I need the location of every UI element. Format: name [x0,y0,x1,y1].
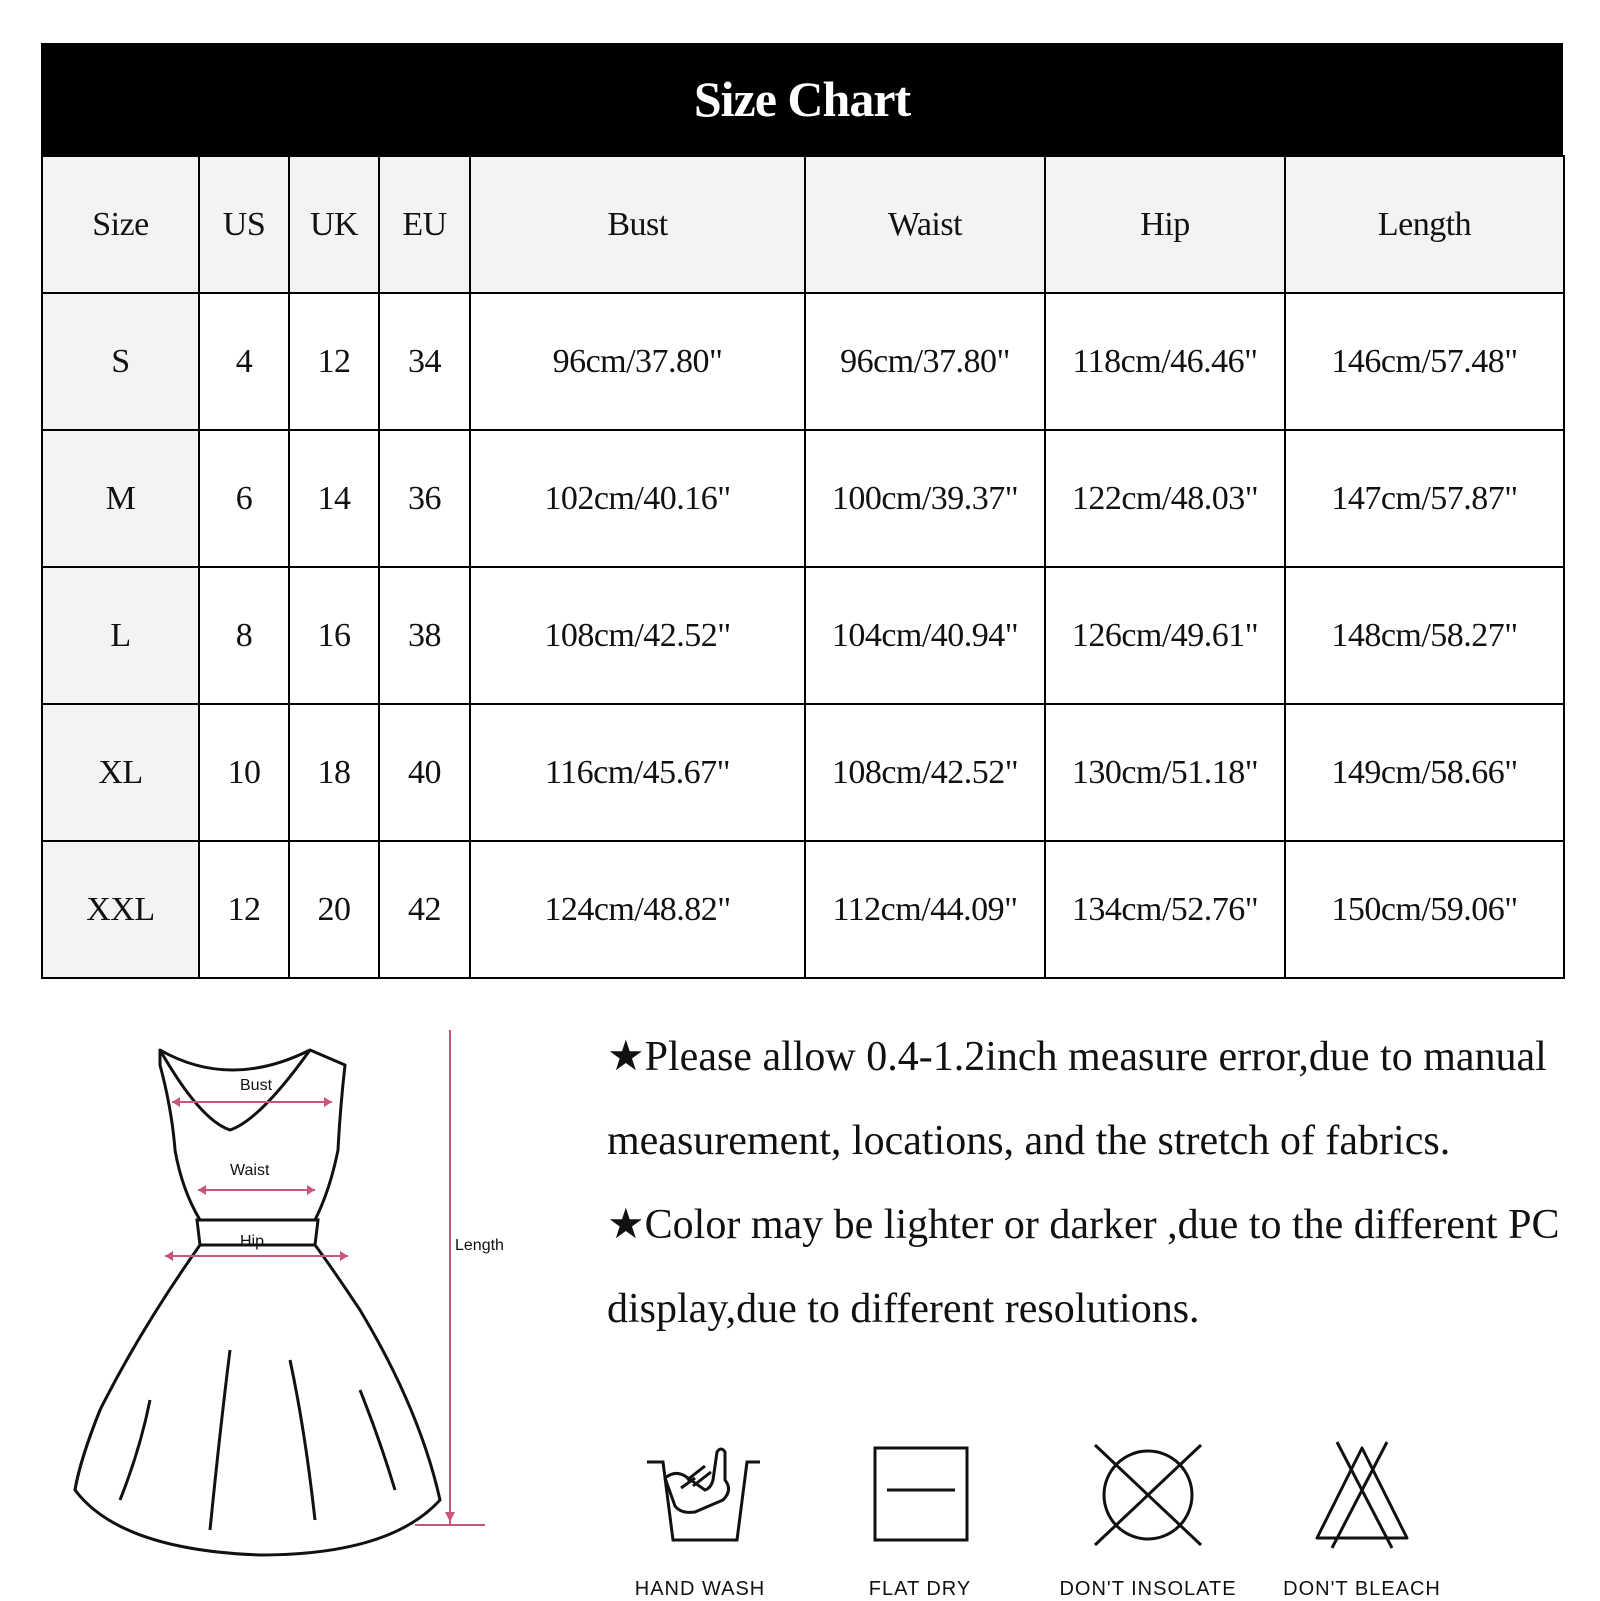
care-item-dont-bleach [1262,1440,1462,1600]
column-header: US [199,156,289,293]
length-cell: 150cm/59.06" [1285,841,1564,978]
eu-cell: 40 [379,704,470,841]
flat-dry-icon [855,1440,985,1550]
hip-label: Hip [240,1233,265,1250]
column-header: Size [42,156,199,293]
care-item-flat-dry [820,1440,1020,1600]
care-instructions [600,1440,1560,1600]
dont-insolate-icon [1083,1440,1213,1550]
dont-bleach-label: DON'T BLEACH [1283,1578,1441,1600]
waist-cell: 104cm/40.94" [805,567,1045,704]
chart-title: Size Chart [41,43,1563,155]
us-cell: 10 [199,704,289,841]
size-table [41,155,1565,979]
column-header: Bust [470,156,805,293]
table-row [42,293,1564,430]
hand-wash-icon [635,1440,765,1550]
size-chart [41,43,1563,979]
hip-cell: 130cm/51.18" [1045,704,1285,841]
waist-label: Waist [230,1162,270,1179]
care-item-hand-wash [600,1440,800,1600]
hip-cell: 118cm/46.46" [1045,293,1285,430]
eu-cell: 36 [379,430,470,567]
column-header: Length [1285,156,1564,293]
bust-cell: 102cm/40.16" [470,430,805,567]
dress-diagram [60,1030,530,1590]
length-label: Length [455,1237,504,1254]
size-cell: L [42,567,199,704]
bust-cell: 116cm/45.67" [470,704,805,841]
hip-cell: 134cm/52.76" [1045,841,1285,978]
column-header: UK [289,156,379,293]
table-row [42,704,1564,841]
care-item-dont-insolate [1048,1440,1248,1600]
hip-cell: 122cm/48.03" [1045,430,1285,567]
notes [607,1015,1567,1351]
table-header-row [42,156,1564,293]
flat-dry-label: FLAT DRY [868,1578,972,1600]
size-cell: XL [42,704,199,841]
size-cell: S [42,293,199,430]
bust-cell: 124cm/48.82" [470,841,805,978]
bust-cell: 108cm/42.52" [470,567,805,704]
dont-insolate-label: DON'T INSOLATE [1059,1578,1237,1600]
table-row [42,430,1564,567]
eu-cell: 42 [379,841,470,978]
column-header: EU [379,156,470,293]
us-cell: 8 [199,567,289,704]
uk-cell: 12 [289,293,379,430]
length-cell: 146cm/57.48" [1285,293,1564,430]
us-cell: 4 [199,293,289,430]
bust-cell: 96cm/37.80" [470,293,805,430]
waist-cell: 100cm/39.37" [805,430,1045,567]
hand-wash-label: HAND WASH [634,1578,766,1600]
eu-cell: 38 [379,567,470,704]
uk-cell: 14 [289,430,379,567]
table-row [42,567,1564,704]
waist-cell: 96cm/37.80" [805,293,1045,430]
table-row [42,841,1564,978]
uk-cell: 20 [289,841,379,978]
hip-cell: 126cm/49.61" [1045,567,1285,704]
color-note: ★Color may be lighter or darker ,due to the different PC display,due to different resolutions. [607,1202,1560,1332]
length-cell: 149cm/58.66" [1285,704,1564,841]
size-cell: M [42,430,199,567]
measure-error-note: ★Please allow 0.4-1.2inch measure error,due to manual measurement, locations, and the stretch of fabrics. [607,1034,1547,1164]
us-cell: 12 [199,841,289,978]
waist-cell: 112cm/44.09" [805,841,1045,978]
column-header: Hip [1045,156,1285,293]
column-header: Waist [805,156,1045,293]
dont-bleach-icon [1297,1440,1427,1550]
us-cell: 6 [199,430,289,567]
eu-cell: 34 [379,293,470,430]
dress-outline-icon [60,1030,530,1590]
length-cell: 148cm/58.27" [1285,567,1564,704]
size-cell: XXL [42,841,199,978]
bust-label: Bust [240,1077,273,1094]
uk-cell: 16 [289,567,379,704]
length-cell: 147cm/57.87" [1285,430,1564,567]
uk-cell: 18 [289,704,379,841]
waist-cell: 108cm/42.52" [805,704,1045,841]
